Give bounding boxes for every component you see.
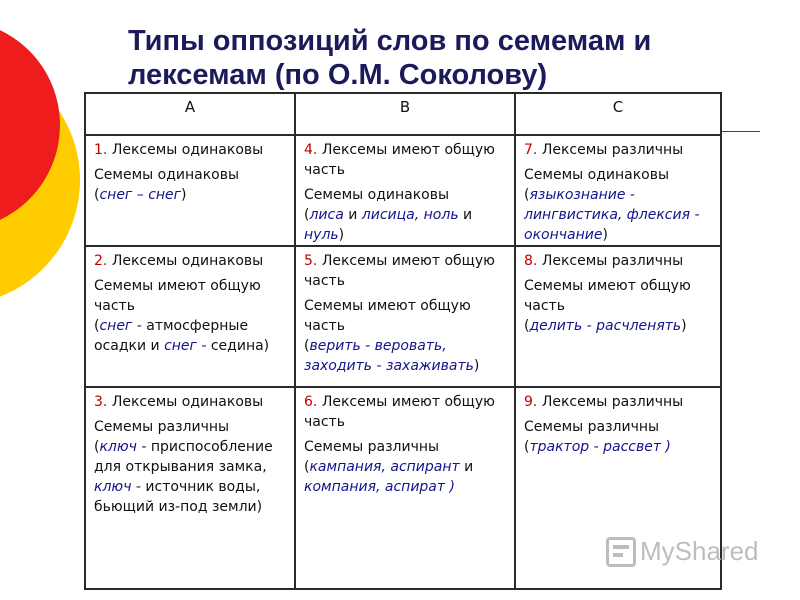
example-term: снег - — [164, 338, 211, 354]
cell-lexeme — [304, 251, 508, 291]
cell-lexeme-text: Лексемы одинаковы — [111, 253, 264, 269]
table-cell — [85, 387, 295, 589]
cell-lexeme — [524, 392, 714, 412]
example-term: ключ - — [99, 439, 151, 455]
cell-lexeme-text: Лексемы имеют общую часть — [304, 142, 495, 178]
example-term: языкознание - лингвистика, флексия - окончание — [524, 187, 700, 243]
example-text: ( — [304, 338, 310, 354]
example-term: компания, аспират ) — [304, 479, 455, 495]
example-text: ( — [94, 318, 100, 334]
cell-number: 5. — [304, 253, 318, 269]
cell-sememe: Семемы одинаковы — [304, 187, 450, 203]
cell-lexeme — [524, 251, 714, 271]
presentation-icon — [606, 537, 636, 567]
column-header-b: B — [295, 93, 515, 135]
cell-example — [94, 316, 288, 356]
cell-sememe: Семемы различны — [524, 419, 660, 435]
example-text: и — [343, 207, 362, 223]
example-text: ( — [94, 439, 100, 455]
example-text: источник воды, бьющий из-под земли) — [94, 479, 263, 515]
table-cell — [295, 387, 515, 589]
cell-lexeme-text: Лексемы имеют общую часть — [304, 253, 495, 289]
cell-number: 8. — [524, 253, 538, 269]
example-term: лисица, ноль — [361, 207, 459, 223]
cell-lexeme-text: Лексемы одинаковы — [111, 394, 264, 410]
example-term: лиса — [309, 207, 344, 223]
example-term: трактор - рассвет ) — [529, 439, 671, 455]
example-text: ) — [602, 227, 608, 243]
cell-number: 7. — [524, 142, 538, 158]
cell-lexeme-text: Лексемы различны — [541, 394, 684, 410]
cell-lexeme — [524, 140, 714, 160]
example-term: кампания, аспирант — [309, 459, 460, 475]
example-text: ( — [524, 439, 530, 455]
cell-lexeme — [94, 140, 288, 160]
example-text: седина) — [210, 338, 270, 354]
example-text: ( — [304, 459, 310, 475]
example-text: ) — [473, 358, 480, 374]
cell-sememe: Семемы имеют общую часть — [304, 298, 471, 334]
cell-example — [304, 457, 508, 497]
cell-example — [524, 316, 714, 336]
watermark-text: MyShared — [640, 536, 759, 566]
example-term: верить - веровать, заходить - захаживать — [304, 338, 474, 374]
table-cell — [515, 135, 721, 246]
cell-example — [94, 437, 288, 517]
example-text: ( — [524, 187, 530, 203]
cell-number: 4. — [304, 142, 318, 158]
table-cell — [85, 135, 295, 246]
cell-lexeme-text: Лексемы одинаковы — [111, 142, 264, 158]
example-term: снег – снег — [99, 187, 182, 203]
cell-number: 1. — [94, 142, 108, 158]
table-row — [85, 246, 721, 387]
cell-example — [524, 185, 714, 245]
table-cell — [295, 246, 515, 387]
example-term: делить - расчленять — [529, 318, 682, 334]
example-text: и — [458, 207, 473, 223]
cell-example — [94, 185, 288, 205]
cell-number: 2. — [94, 253, 108, 269]
example-text: ( — [524, 318, 530, 334]
example-term: нуль — [304, 227, 339, 243]
cell-lexeme-text: Лексемы различны — [541, 142, 684, 158]
table-cell — [85, 246, 295, 387]
cell-example — [304, 205, 508, 245]
cell-lexeme — [94, 392, 288, 412]
opposition-table — [84, 92, 722, 590]
example-text: приспособление для открывания замка, — [94, 439, 273, 475]
cell-lexeme-text: Лексемы имеют общую часть — [304, 394, 495, 430]
cell-number: 6. — [304, 394, 318, 410]
table-cell — [295, 135, 515, 246]
example-term: ключ - — [94, 479, 146, 495]
header-row — [85, 93, 721, 135]
example-text: ( — [304, 207, 310, 223]
cell-sememe: Семемы одинаковы — [524, 167, 670, 183]
column-header-a: A — [85, 93, 295, 135]
slide-title: Типы оппозиций слов по семемам и лексемам (по О.М. Соколову) — [128, 25, 652, 91]
example-term: снег - — [99, 318, 147, 334]
cell-number: 3. — [94, 394, 108, 410]
example-text: ) — [181, 187, 187, 203]
example-text: ( — [94, 187, 100, 203]
table-row — [85, 135, 721, 246]
title-underline — [720, 131, 760, 132]
column-header-c: C — [515, 93, 721, 135]
cell-sememe: Семемы одинаковы — [94, 167, 240, 183]
example-text: ) — [338, 227, 345, 243]
cell-sememe: Семемы различны — [304, 439, 440, 455]
cell-sememe: Семемы имеют общую часть — [524, 278, 691, 314]
cell-example — [304, 336, 508, 376]
cell-sememe: Семемы различны — [94, 419, 230, 435]
cell-number: 9. — [524, 394, 538, 410]
cell-lexeme — [304, 140, 508, 180]
cell-lexeme-text: Лексемы различны — [541, 253, 684, 269]
example-text: ) — [681, 318, 687, 334]
example-text: атмосферные осадки и — [94, 318, 249, 354]
cell-lexeme — [304, 392, 508, 432]
cell-example — [524, 437, 714, 457]
cell-lexeme — [94, 251, 288, 271]
example-text: и — [459, 459, 474, 475]
cell-sememe: Семемы имеют общую часть — [94, 278, 261, 314]
table-cell — [515, 246, 721, 387]
watermark — [606, 536, 759, 567]
